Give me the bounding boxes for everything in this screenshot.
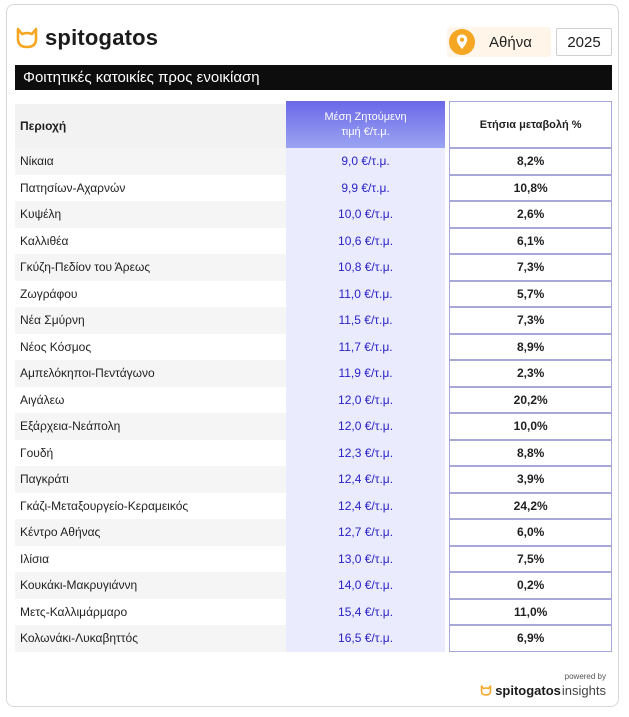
header-change: Ετήσια μεταβολή %	[449, 101, 612, 148]
table-row	[15, 625, 612, 652]
area-cell: Μετς-Καλλιμάρμαρο	[15, 599, 286, 626]
city-label: Αθήνα	[489, 33, 532, 51]
change-cell: 7,3%	[449, 307, 612, 334]
change-cell: 5,7%	[449, 281, 612, 308]
change-cell: 10,8%	[449, 175, 612, 202]
price-cell: 12,4 €/τ.μ.	[286, 466, 446, 493]
price-cell: 11,7 €/τ.μ.	[286, 334, 446, 361]
area-cell: Καλλιθέα	[15, 228, 286, 255]
area-cell: Ιλίσια	[15, 546, 286, 573]
location-pin-icon	[449, 29, 475, 55]
table-header-row	[15, 101, 612, 148]
price-cell: 11,0 €/τ.μ.	[286, 281, 446, 308]
change-cell: 7,3%	[449, 254, 612, 281]
change-cell: 6,1%	[449, 228, 612, 255]
table-row	[15, 148, 612, 175]
header-price	[286, 101, 446, 148]
price-cell: 12,7 €/τ.μ.	[286, 519, 446, 546]
price-cell: 13,0 €/τ.μ.	[286, 546, 446, 573]
year-selector[interactable]: 2025	[556, 28, 612, 56]
footer	[480, 672, 606, 698]
price-cell: 10,6 €/τ.μ.	[286, 228, 446, 255]
location-selector[interactable]	[447, 27, 551, 57]
cat-logo-icon	[480, 685, 492, 696]
price-cell: 10,0 €/τ.μ.	[286, 201, 446, 228]
price-cell: 15,4 €/τ.μ.	[286, 599, 446, 626]
area-cell: Γκύζη-Πεδίον του Άρεως	[15, 254, 286, 281]
area-cell: Γκάζι-Μεταξουργείο-Κεραμεικός	[15, 493, 286, 520]
area-cell: Ζωγράφου	[15, 281, 286, 308]
table-row	[15, 281, 612, 308]
table-row	[15, 387, 612, 414]
change-cell: 2,3%	[449, 360, 612, 387]
change-cell: 0,2%	[449, 572, 612, 599]
rent-table	[15, 101, 612, 652]
area-cell: Κέντρο Αθήνας	[15, 519, 286, 546]
table-row	[15, 334, 612, 361]
change-cell: 20,2%	[449, 387, 612, 414]
change-cell: 8,9%	[449, 334, 612, 361]
area-cell: Νέος Κόσμος	[15, 334, 286, 361]
header-price-line1: Μέση Ζητούμενη	[324, 110, 407, 123]
change-cell: 6,9%	[449, 625, 612, 652]
price-cell: 11,9 €/τ.μ.	[286, 360, 446, 387]
change-cell: 6,0%	[449, 519, 612, 546]
price-cell: 9,9 €/τ.μ.	[286, 175, 446, 202]
footer-suffix: insights	[561, 683, 606, 698]
change-cell: 7,5%	[449, 546, 612, 573]
table-row	[15, 307, 612, 334]
change-cell: 2,6%	[449, 201, 612, 228]
area-cell: Εξάρχεια-Νεάπολη	[15, 413, 286, 440]
table-row	[15, 519, 612, 546]
area-cell: Γουδή	[15, 440, 286, 467]
price-cell: 14,0 €/τ.μ.	[286, 572, 446, 599]
area-cell: Κουκάκι-Μακρυγιάννη	[15, 572, 286, 599]
price-cell: 12,0 €/τ.μ.	[286, 387, 446, 414]
infographic-card	[6, 4, 619, 707]
area-cell: Αμπελόκηποι-Πεντάγωνο	[15, 360, 286, 387]
area-cell: Νίκαια	[15, 148, 286, 175]
cat-logo-icon	[15, 27, 39, 49]
table-row	[15, 546, 612, 573]
change-cell: 3,9%	[449, 466, 612, 493]
header-area: Περιοχή	[15, 101, 286, 148]
table-body	[15, 148, 612, 652]
page-title: Φοιτητικές κατοικίες προς ενοικίαση	[15, 65, 612, 90]
brand-name: spitogatos	[45, 25, 159, 50]
table-row	[15, 254, 612, 281]
table-row	[15, 201, 612, 228]
price-cell: 11,5 €/τ.μ.	[286, 307, 446, 334]
table-row	[15, 440, 612, 467]
powered-by-label: powered by	[564, 672, 606, 681]
area-cell: Παγκράτι	[15, 466, 286, 493]
change-cell: 11,0%	[449, 599, 612, 626]
change-cell: 10,0%	[449, 413, 612, 440]
area-cell: Κυψέλη	[15, 201, 286, 228]
header	[7, 5, 618, 61]
area-cell: Κολωνάκι-Λυκαβηττός	[15, 625, 286, 652]
footer-logo[interactable]	[480, 683, 606, 698]
area-cell: Πατησίων-Αχαρνών	[15, 175, 286, 202]
footer-brand: spitogatos	[495, 683, 561, 698]
table-row	[15, 360, 612, 387]
table-row	[15, 599, 612, 626]
header-price-line2: τιμή €/τ.μ.	[341, 125, 390, 138]
price-cell: 16,5 €/τ.μ.	[286, 625, 446, 652]
change-cell: 8,8%	[449, 440, 612, 467]
area-cell: Νέα Σμύρνη	[15, 307, 286, 334]
change-cell: 8,2%	[449, 148, 612, 175]
change-cell: 24,2%	[449, 493, 612, 520]
price-cell: 12,3 €/τ.μ.	[286, 440, 446, 467]
table-row	[15, 228, 612, 255]
price-cell: 12,0 €/τ.μ.	[286, 413, 446, 440]
price-cell: 9,0 €/τ.μ.	[286, 148, 446, 175]
table-row	[15, 175, 612, 202]
table-row	[15, 572, 612, 599]
price-cell: 12,4 €/τ.μ.	[286, 493, 446, 520]
table-row	[15, 493, 612, 520]
brand-logo[interactable]	[15, 25, 158, 51]
table-row	[15, 413, 612, 440]
table-row	[15, 466, 612, 493]
price-cell: 10,8 €/τ.μ.	[286, 254, 446, 281]
area-cell: Αιγάλεω	[15, 387, 286, 414]
